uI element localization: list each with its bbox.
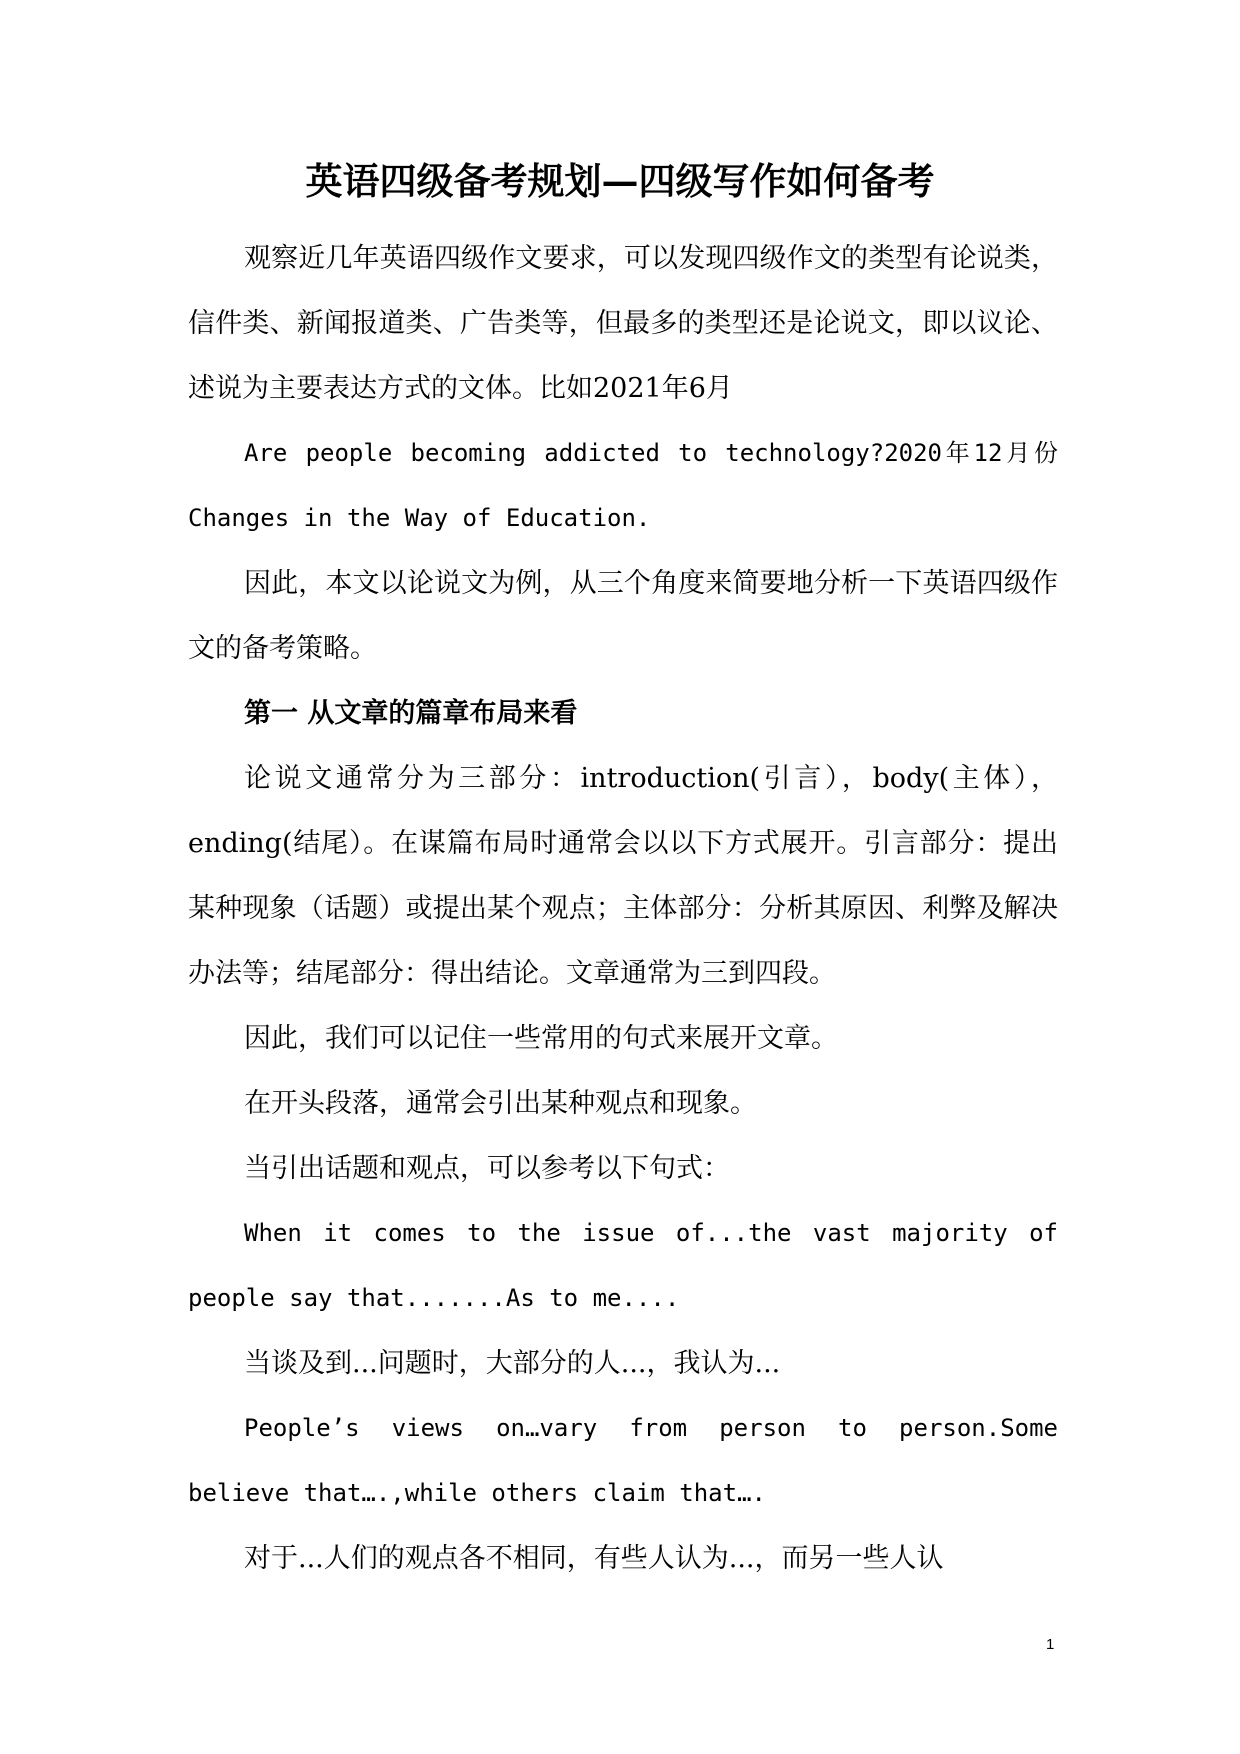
page-number: 1: [1046, 1636, 1055, 1653]
paragraph-intro: 观察近几年英语四级作文要求，可以发现四级作文的类型有论说类，信件类、新闻报道类、广告类等，但最多的类型还是论说文，即以议论、述说为主要表达方式的文体。比如2021年6月: [188, 243, 1058, 404]
paragraph-opening: 在开头段落，通常会引出某种观点和现象。: [244, 1088, 757, 1119]
document-title: 英语四级备考规划—四级写作如何备考: [305, 159, 935, 203]
paragraph-purpose: 因此，本文以论说文为例，从三个角度来简要地分析一下英语四级作文的备考策略。: [188, 568, 1058, 664]
translation-2: 对于...人们的观点各不相同，有些人认为...，而另一些人认: [244, 1543, 944, 1574]
document-body: [188, 226, 1058, 1591]
translation-1: 当谈及到...问题时，大部分的人...，我认为...: [244, 1348, 781, 1379]
example-sentence-1: When it comes to the issue of...the vast majority of people say that.......As to me....: [188, 1219, 1058, 1312]
example-sentence-2: People’s views on…vary from person to person.Some believe that….,while others claim that….: [188, 1414, 1058, 1507]
paragraph-structure: 论说文通常分为三部分：introduction(引言），body(主体），ending(结尾）。在谋篇布局时通常会以以下方式展开。引言部分：提出某种现象（话题）或提出某个观点；主体部分：分析其原因、利弊及解决办法等；结尾部分：得出结论。文章通常为三到四段。: [188, 763, 1058, 989]
paragraph-common-sentences: 因此，我们可以记住一些常用的句式来展开文章。: [244, 1023, 838, 1054]
paragraph-reference: 当引出话题和观点，可以参考以下句式：: [244, 1153, 730, 1184]
section-heading: 第一 从文章的篇章布局来看: [244, 698, 578, 729]
paragraph-example-topics: Are people becoming addicted to technology?2020年12月份Changes in the Way of Education.: [188, 439, 1058, 532]
